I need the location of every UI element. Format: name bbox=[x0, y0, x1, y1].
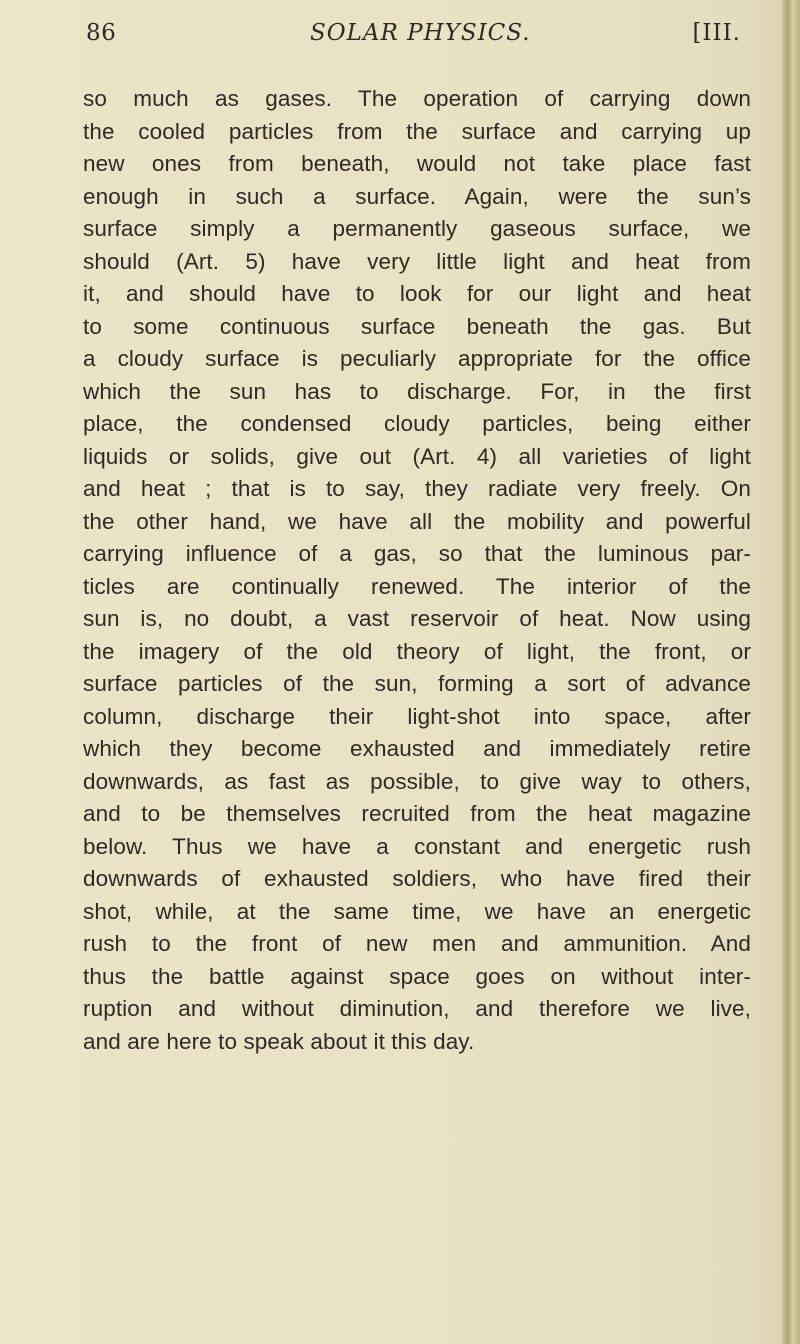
text-line: enough in such a surface. Again, were the sun’s bbox=[83, 183, 751, 209]
text-line: which the sun has to discharge. For, in the first bbox=[83, 378, 751, 404]
text-line: thus the battle against space goes on without inter- bbox=[83, 963, 751, 989]
text-line: sun is, no doubt, a vast reservoir of heat. Now using bbox=[83, 606, 751, 631]
page-edge bbox=[782, 0, 800, 1344]
text-line: ruption and without diminution, and therefore we live, bbox=[83, 996, 751, 1021]
text-line: shot, while, at the same time, we have an energetic bbox=[83, 898, 751, 924]
text-line: the imagery of the old theory of light, the front, or bbox=[83, 638, 751, 664]
text-line: it, and should have to look for our light and heat bbox=[83, 281, 751, 306]
text-line: and are here to speak about it this day. bbox=[83, 1028, 475, 1054]
body-paragraph bbox=[83, 83, 751, 1058]
text-line: below. Thus we have a constant and energetic rush bbox=[83, 833, 751, 859]
text-line: ticles are continually renewed. The interior of the bbox=[83, 573, 751, 599]
text-line: the cooled particles from the surface and carrying up bbox=[83, 118, 751, 144]
page-number: 86 bbox=[86, 20, 117, 46]
text-line: rush to the front of new men and ammunition. And bbox=[83, 931, 751, 956]
text-line: downwards, as fast as possible, to give way to others, bbox=[83, 768, 751, 794]
text-line: to some continuous surface beneath the gas. But bbox=[83, 313, 751, 339]
text-line: downwards of exhausted soldiers, who have fired their bbox=[83, 866, 751, 891]
text-line: a cloudy surface is peculiarly appropriate for the office bbox=[83, 346, 751, 371]
chapter-mark: [III. bbox=[692, 20, 741, 46]
text-line: should (Art. 5) have very little light and heat from bbox=[83, 248, 751, 274]
text-line: liquids or solids, give out (Art. 4) all varieties of light bbox=[83, 443, 751, 469]
text-line: and heat ; that is to say, they radiate very freely. On bbox=[83, 476, 751, 501]
text-line: and to be themselves recruited from the heat magazine bbox=[83, 801, 751, 826]
text-line: which they become exhausted and immediately retire bbox=[83, 736, 751, 761]
text-line: column, discharge their light-shot into space, after bbox=[83, 703, 751, 729]
text-line: surface particles of the sun, forming a sort of advance bbox=[83, 671, 751, 696]
text-line: the other hand, we have all the mobility and powerful bbox=[83, 508, 751, 534]
text-line: surface simply a permanently gaseous surface, we bbox=[83, 216, 751, 241]
text-line: carrying influence of a gas, so that the luminous par- bbox=[83, 541, 751, 566]
running-head: SOLAR PHYSICS. bbox=[310, 20, 531, 46]
text-line: place, the condensed cloudy particles, being either bbox=[83, 411, 751, 436]
text-line: so much as gases. The operation of carrying down bbox=[83, 86, 751, 111]
text-line: new ones from beneath, would not take place fast bbox=[83, 151, 751, 176]
page-header bbox=[86, 20, 741, 60]
